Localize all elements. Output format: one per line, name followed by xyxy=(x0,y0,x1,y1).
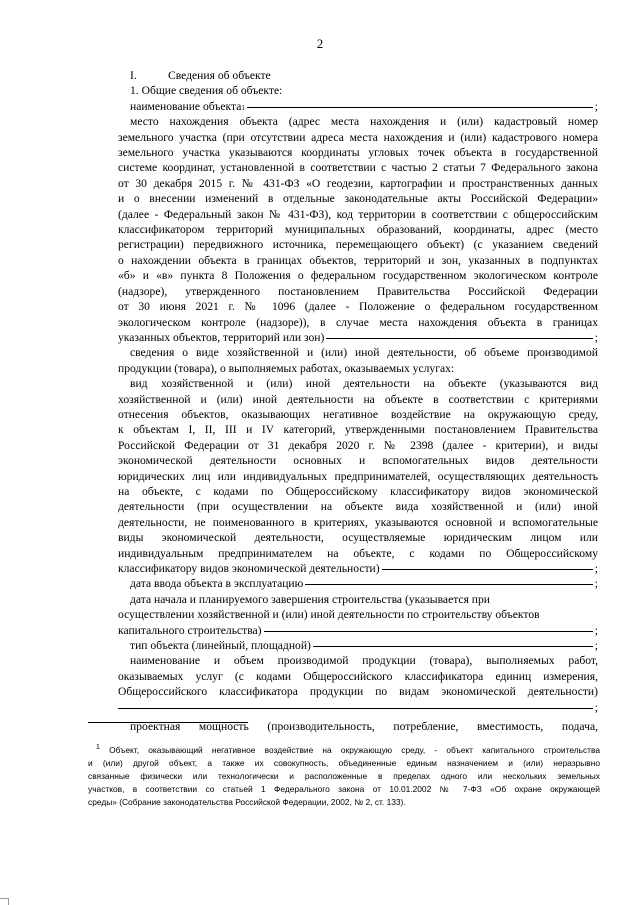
end-mark: ; xyxy=(594,623,598,637)
text-line: сведения о виде хозяйственной и (или) иной деятельности, об объеме производимой xyxy=(130,346,598,360)
page-number: 2 xyxy=(316,36,324,51)
text-line: земельного участка (при отсутствии адреса места нахождения и (или) кадастрового номера xyxy=(118,130,598,144)
commission-date-field[interactable] xyxy=(305,584,592,585)
text-line: «б» и «в» пункта 8 Положения о федеральном государственном экологическом контроле xyxy=(118,269,598,283)
text-line: отнесения объектов, оказывающих негативное воздействие на окружающую среду, xyxy=(118,407,598,421)
text-line: место нахождения объекта (адрес места нахождения и (или) кадастровый номер xyxy=(130,115,598,129)
text-line: системе координат, установленной в соответствии с частью 2 статьи 7 Федерального закона xyxy=(118,161,598,175)
text-line: хозяйственной и (или) иной деятельности на объекте в соответствии с критериями xyxy=(118,392,598,406)
activity-kind-field-row xyxy=(118,561,598,576)
product-field-row xyxy=(118,700,598,715)
text-line: регистрации) передвижного источника, перемещающего объект) (с указанием сведений xyxy=(118,238,598,252)
text-line: от 30 июня 2021 г. № 1096 (далее - Положение о федеральном государственном xyxy=(118,300,598,314)
text-line: Общероссийского классификатора продукции по видам экономической деятельности) xyxy=(118,685,598,699)
end-mark: ; xyxy=(594,577,598,591)
object-type-label: тип объекта (линейный, площадной) xyxy=(130,639,311,653)
text-line: классификатору видов экономической деятельности) xyxy=(118,562,380,575)
text-line: капитального строительства) xyxy=(118,623,262,637)
text-line: осуществлении хозяйственной и (или) иной деятельности по строительству объектов xyxy=(118,608,540,622)
location-field[interactable] xyxy=(326,338,592,339)
text-line: юридических лиц или индивидуальных предпринимателей, осуществляющих деятельность xyxy=(118,469,598,483)
text-line: классификатором территорий муниципальных образований, координаты, адрес (место xyxy=(118,223,598,237)
footnote-text: Объект, оказывающий негативное воздействие на окружающую среду, - объект капитального строительства xyxy=(109,745,600,755)
section-heading xyxy=(118,68,598,83)
object-name-label: наименование объекта xyxy=(130,99,242,113)
end-mark: ; xyxy=(594,639,598,653)
text-line: экологическом контроле (надзоре)), в случае места нахождения объекта в границах xyxy=(118,315,598,329)
commission-date-row xyxy=(118,576,598,591)
text-line: вид хозяйственной и (или) иной деятельности на объекте (указываются вид xyxy=(130,377,598,391)
object-name-row: наименование объекта 1 ; xyxy=(130,99,598,113)
activity-kind-field[interactable] xyxy=(382,569,593,570)
text-line: на объекте, с кодами по Общероссийскому классификатору видов экономической xyxy=(118,484,598,498)
end-mark: ; xyxy=(594,330,598,344)
text-line: наименование и объем производимой продукции (товара), выполняемых работ, xyxy=(130,654,598,668)
construction-dates-field[interactable] xyxy=(264,631,593,632)
text-line: виды экономической деятельности, осуществляемые юридическим лицом или xyxy=(118,531,598,545)
construction-paragraph xyxy=(118,592,598,638)
text-line: и о внесении изменений в отдельные законодательные акты Российской Федерации» xyxy=(118,192,598,206)
activity-kind-paragraph xyxy=(118,376,598,576)
object-type-field[interactable] xyxy=(313,646,593,647)
footnote xyxy=(88,744,600,809)
construction-field-row xyxy=(118,623,598,638)
footnote-line: участков, в соответствии со статьей 1 Федерального закона от 10.01.2002 № 7-ФЗ «Об охране окружающей xyxy=(88,784,600,794)
text-line: Российской Федерации от 31 декабря 2020 г. № 2398 (далее - критерии), и виды xyxy=(118,438,598,452)
end-mark: ; xyxy=(594,99,598,113)
product-field[interactable] xyxy=(118,708,593,709)
text-line: (далее - Федеральный закон № 431-ФЗ), код территории в соответствии с общероссийским xyxy=(118,207,598,221)
end-mark: ; xyxy=(594,562,598,575)
capacity-line: проектная мощность (производительность, потребление, вместимость, подача, xyxy=(130,720,598,734)
text-line: указанных объектов, территорий или зон) xyxy=(118,330,325,344)
footnote-number: 1 xyxy=(96,744,100,752)
section-title: Сведения об объекте xyxy=(168,69,271,82)
text-line: (надзоре), утвержденного постановлением Правительства Российской Федерации xyxy=(118,284,598,298)
text-line: о нахождении объекта в границах объектов, территорий и зон, указанных в подпунктах xyxy=(118,253,598,267)
product-paragraph xyxy=(118,653,598,715)
object-type-row xyxy=(118,638,598,653)
text-line: индивидуальным предпринимателем на объекте, с кодами по Общероссийскому xyxy=(118,546,598,560)
activity-paragraph xyxy=(118,345,598,376)
text-line: экономической деятельности основных и вспомогательных видов деятельности xyxy=(118,454,598,468)
text-line: оказываемых услуг (с кодами Общероссийского классификатора единиц измерения, xyxy=(118,669,598,683)
text-line: продукции (товара), о выполняемых работах, оказываемых услугах: xyxy=(118,361,455,375)
location-field-row xyxy=(118,330,598,345)
text-line: от 30 декабря 2015 г. № 431-ФЗ «О геодезии, картографии и пространственных данных xyxy=(118,176,598,190)
text-line: к объектам I, II, III и IV категорий, утвержденными постановлением Правительства xyxy=(118,423,598,437)
object-name-field[interactable] xyxy=(247,107,593,108)
text-line: деятельности (при осуществлении на объекте вида хозяйственной и (или) иной xyxy=(118,500,598,514)
scan-corner-mark xyxy=(0,898,9,905)
footnote-separator xyxy=(88,722,248,723)
text-line: деятельности, не поименованного в критериях, указываются основной и вспомогательные xyxy=(118,515,598,529)
footnote-line xyxy=(88,744,600,757)
commission-date-label: дата ввода объекта в эксплуатацию xyxy=(130,577,304,591)
text-line: дата начала и планируемого завершения строительства (указывается при xyxy=(130,592,491,606)
subsection-heading: 1. Общие сведения об объекте: xyxy=(130,84,283,98)
location-paragraph xyxy=(118,114,598,345)
section-body xyxy=(118,68,598,734)
text-line: земельного участка указываются координаты угловых точек объекта в государственной xyxy=(118,146,598,160)
end-mark: ; xyxy=(594,700,598,714)
footnote-line: связанные физически или технологически и расположенные в пределах одного или нескольких земельных xyxy=(88,771,600,781)
section-number: I. xyxy=(130,69,137,82)
footnote-line: и (или) другой объект, а также их совокупность, объединенные единым назначением и (или) неразрывно xyxy=(88,758,600,768)
footnote-line: среды» (Собрание законодательства Российской Федерации, 2002, № 2, ст. 133). xyxy=(88,797,406,807)
